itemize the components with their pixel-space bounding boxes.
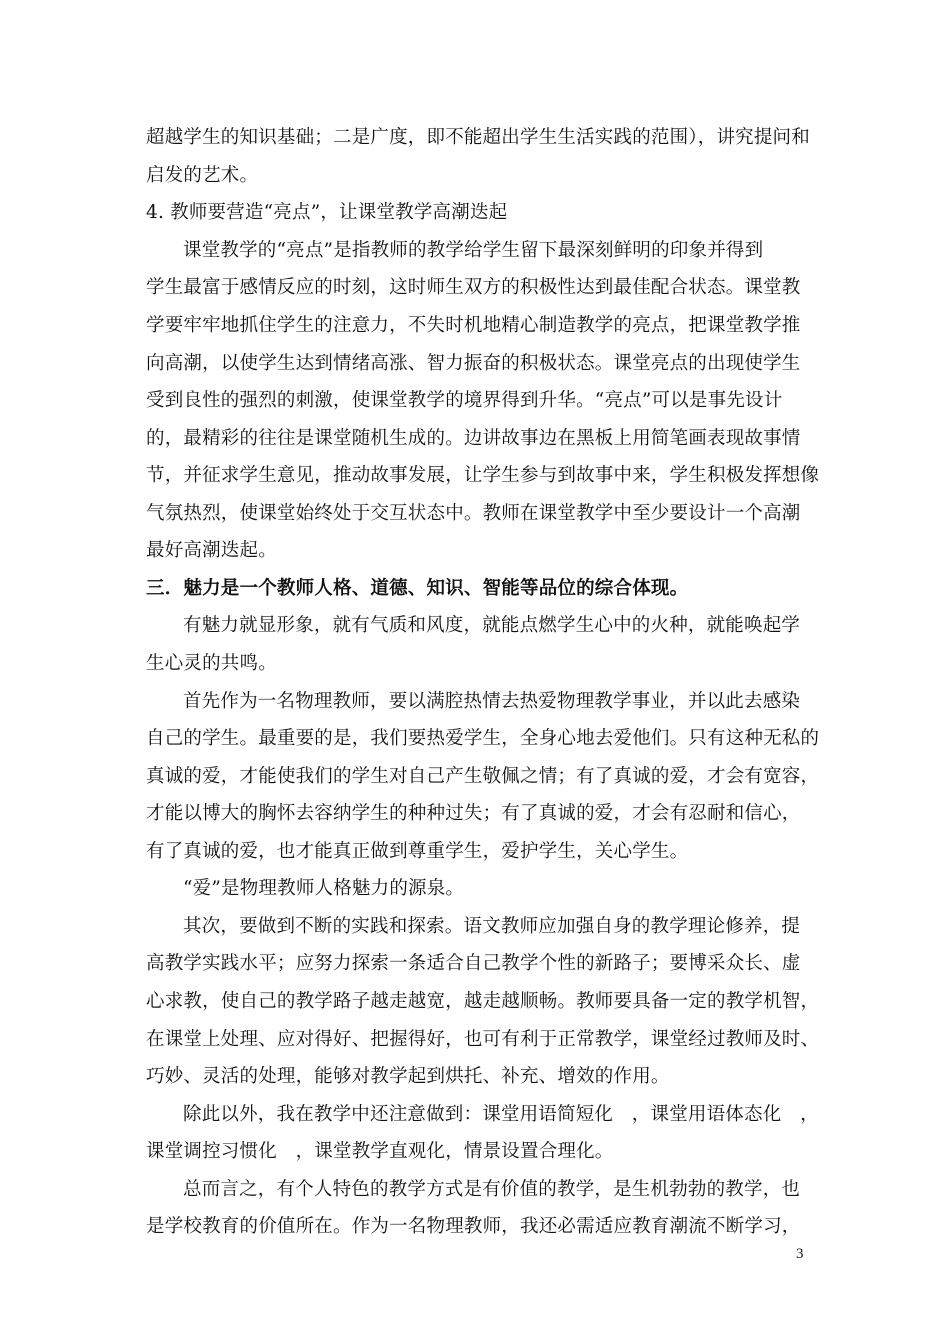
section-heading-3: 三．魅力是一个教师人格、道德、知识、智能等品位的综合体现。 (146, 578, 689, 599)
text-line: 课堂调控习惯化 ，课堂教学直观化，情景设置合理化。 (146, 1141, 614, 1162)
text-line: 是学校教育的价值所在。作为一名物理教师，我还必需适应教育潮流不断学习， (146, 1216, 801, 1237)
text-line: 真诚的爱，才能使我们的学生对自己产生敬佩之情；有了真诚的爱，才会有宽容， (146, 766, 820, 787)
section-heading-4: 4. 教师要营造“亮点”，让课堂教学高潮迭起 (146, 202, 508, 223)
text-line: 的，最精彩的往往是课堂随机生成的。边讲故事边在黑板上用简笔画表现故事情 (146, 428, 801, 449)
text-line: 受到良性的强烈的刺激，使课堂教学的境界得到升华。“亮点”可以是事先设计 (146, 390, 783, 411)
text-line: 才能以博大的胸怀去容纳学生的种种过失；有了真诚的爱，才会有忍耐和信心， (146, 803, 801, 824)
text-line: “爱”是物理教师人格魅力的源泉。 (183, 878, 465, 899)
text-line: 总而言之，有个人特色的教学方式是有价值的教学，是生机勃勃的教学，也 (183, 1179, 801, 1200)
text-line: 生心灵的共鸣。 (146, 653, 277, 674)
text-line: 启发的艺术。 (146, 165, 259, 186)
text-line: 除此以外，我在教学中还注意做到：课堂用语简短化 ，课堂用语体态化 ， (183, 1104, 819, 1125)
text-line: 首先作为一名物理教师，要以满腔热情去热爱物理教学事业，并以此去感染 (183, 691, 801, 712)
text-line: 节，并征求学生意见，推动故事发展，让学生参与到故事中来，学生积极发挥想像 (146, 465, 820, 486)
text-line: 心求教，使自己的教学路子越走越宽，越走越顺畅。教师要具备一定的教学机智， (146, 991, 820, 1012)
text-line: 最好高潮迭起。 (146, 540, 277, 561)
text-line: 自己的学生。最重要的是，我们要热爱学生，全身心地去爱他们。只有这种无私的 (146, 728, 820, 749)
text-line: 在课堂上处理、应对得好、把握得好，也可有利于正常教学，课堂经过教师及时、 (146, 1029, 820, 1050)
text-line: 学要牢牢地抓住学生的注意力，不失时机地精心制造教学的亮点，把课堂教学推 (146, 315, 801, 336)
text-line: 学生最富于感情反应的时刻，这时师生双方的积极性达到最佳配合状态。课堂教 (146, 277, 801, 298)
text-line: 高教学实践水平；应努力探索一条适合自己教学个性的新路子；要博采众长、虚 (146, 953, 801, 974)
page-number: 3 (796, 1246, 804, 1262)
text-line: 课堂教学的“亮点”是指教师的教学给学生留下最深刻鲜明的印象并得到 (183, 240, 764, 261)
text-line: 巧妙、灵活的处理，能够对教学起到烘托、补充、增效的作用。 (146, 1066, 670, 1087)
text-line: 超越学生的知识基础；二是广度，即不能超出学生生活实践的范围），讲究提问和 (146, 127, 810, 148)
text-line: 有魅力就显形象，就有气质和风度，就能点燃学生心中的火种，就能唤起学 (183, 615, 801, 636)
text-line: 向高潮，以使学生达到情绪高涨、智力振奋的积极状态。课堂亮点的出现使学生 (146, 353, 801, 374)
text-line: 气氛热烈，使课堂始终处于交互状态中。教师在课堂教学中至少要设计一个高潮 (146, 503, 801, 524)
text-line: 有了真诚的爱，也才能真正做到尊重学生，爱护学生，关心学生。 (146, 841, 689, 862)
text-line: 其次，要做到不断的实践和探索。语文教师应加强自身的教学理论修养，提 (183, 916, 801, 937)
